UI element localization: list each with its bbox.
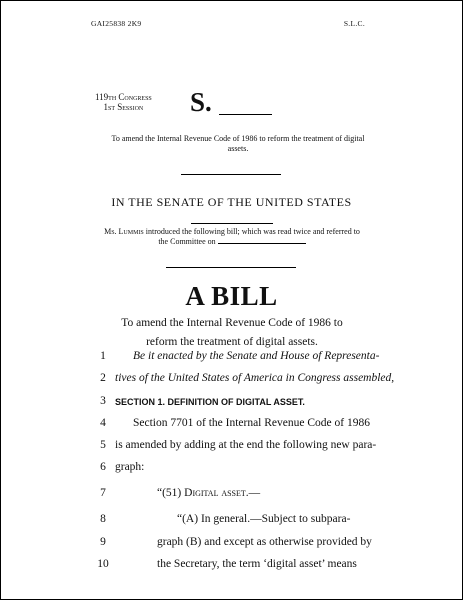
bill-text-line: graph:	[115, 461, 145, 473]
divider-rule	[181, 174, 281, 175]
bill-number-blank	[219, 114, 272, 115]
session-number: 1st Session	[103, 102, 144, 112]
bill-text-line: graph (B) and except as otherwise provided by	[157, 536, 372, 548]
line-number: 9	[100, 536, 106, 548]
section-heading: SECTION 1. DEFINITION OF DIGITAL ASSET.	[115, 397, 305, 407]
line-number: 3	[100, 395, 106, 407]
line-number: 7	[100, 487, 106, 499]
office-code: S.L.C.	[343, 19, 365, 28]
line-number: 1	[100, 350, 106, 362]
paragraph-heading: “(51) Digital asset.—	[157, 487, 261, 499]
line-number: 10	[97, 558, 109, 570]
divider-rule	[191, 223, 273, 224]
line-number: 4	[100, 417, 106, 429]
congress-session	[95, 92, 152, 112]
chamber-heading: IN THE SENATE OF THE UNITED STATES	[111, 195, 352, 209]
enacting-clause-line: tives of the United States of America in Congress assembled,	[115, 372, 395, 384]
bill-title: A BILL	[185, 281, 278, 311]
congress-number: 119th Congress	[95, 92, 152, 102]
line-number: 8	[100, 513, 106, 525]
introduction-body: introduced the following bill; which was read twice and referred to the Committee on	[143, 227, 360, 246]
document-id: GAI25838 2K9	[91, 19, 142, 28]
introduction-text	[101, 227, 363, 247]
subparagraph-line: “(A) In general.—Subject to subpara-	[177, 513, 351, 525]
bill-number: S.	[190, 87, 212, 117]
bill-text-line: is amended by adding at the end the following new para-	[115, 439, 377, 451]
line-number: 2	[100, 372, 106, 384]
line-number: 5	[100, 439, 106, 451]
committee-blank	[218, 243, 306, 244]
enacting-clause-line: Be it enacted by the Senate and House of Representa-	[133, 350, 380, 362]
bill-text-line: Section 7701 of the Internal Revenue Code of 1986	[133, 417, 370, 429]
bill-purpose: To amend the Internal Revenue Code of 1986 to reform the treatment of digital assets.	[121, 317, 343, 348]
sponsor-name: Ms. Lummis	[104, 227, 144, 236]
bill-text-line: the Secretary, the term ‘digital asset’ means	[157, 558, 357, 570]
divider-rule	[166, 267, 296, 268]
line-number: 6	[100, 461, 106, 473]
purpose-caption: To amend the Internal Revenue Code of 1986 to reform the treatment of digital assets.	[111, 134, 365, 153]
